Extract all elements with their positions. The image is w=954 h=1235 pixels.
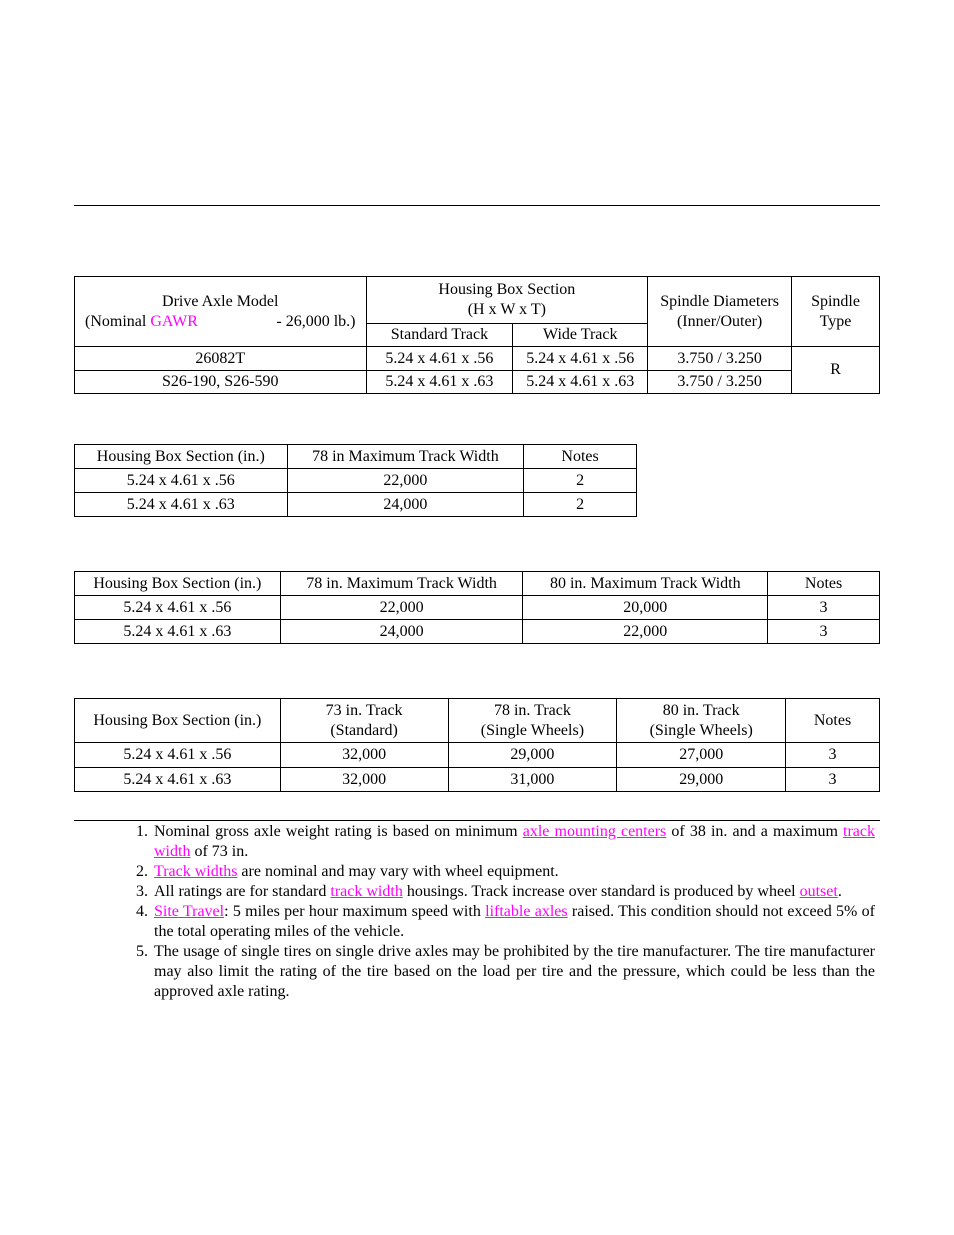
spindle-type-label: Spindle	[811, 292, 860, 310]
table-cell: 32,000	[280, 768, 448, 792]
table-row	[75, 469, 637, 493]
footnote-number: 4.	[136, 903, 148, 920]
wide-track-cell: 5.24 x 4.61 x .63	[513, 371, 648, 394]
spindle-type-cell: R	[792, 347, 880, 394]
track-width-link[interactable]: track width	[154, 823, 875, 860]
drive-axle-spec-table	[74, 276, 880, 394]
axle-mounting-centers-link[interactable]: axle mounting centers	[522, 823, 667, 840]
drive-axle-model-header	[75, 277, 367, 347]
table-row	[75, 493, 637, 517]
spindle-diameters-sub: (Inner/Outer)	[676, 312, 763, 330]
table-cell: 29,000	[617, 768, 786, 792]
housing-header: Housing Box Section (in.)	[75, 699, 281, 743]
footnotes-list	[132, 822, 875, 1002]
nominal-prefix: (Nominal	[85, 312, 151, 330]
header-line: (Standard)	[330, 721, 398, 739]
table-cell: 2	[524, 469, 637, 493]
model-header-label: Drive Axle Model	[162, 292, 279, 310]
wide-track-header: Wide Track	[513, 324, 648, 347]
header-cell: 80 in. Maximum Track Width	[523, 572, 768, 596]
footnote-1	[132, 822, 875, 862]
table-cell: 29,000	[448, 743, 617, 768]
standard-track-cell: 5.24 x 4.61 x .56	[366, 347, 513, 371]
table-cell: 5.24 x 4.61 x .63	[75, 493, 288, 517]
header-line: (Single Wheels)	[649, 721, 753, 739]
table-cell: 3	[768, 596, 880, 620]
track-80-header	[617, 699, 786, 743]
outset-link[interactable]: outset	[799, 883, 838, 900]
footnote-text: housings. Track increase over standard is produced by wheel	[402, 883, 800, 900]
table-cell: 27,000	[617, 743, 786, 768]
footnote-text: .	[837, 883, 842, 900]
rating-table-78-80in	[74, 571, 880, 644]
notes-header: Notes	[786, 699, 880, 743]
table-cell: 5.24 x 4.61 x .63	[75, 620, 281, 644]
nominal-suffix: - 26,000 lb.)	[276, 312, 356, 330]
table-cell: 31,000	[448, 768, 617, 792]
footnote-4	[132, 902, 875, 942]
table-row	[75, 620, 880, 644]
footnote-number: 5.	[136, 943, 148, 960]
footnote-text: of 38 in. and a maximum	[666, 823, 844, 840]
top-divider	[74, 205, 880, 206]
table-cell: 22,000	[287, 469, 524, 493]
footnote-text: All ratings are for standard	[154, 883, 331, 900]
table-cell: 20,000	[523, 596, 768, 620]
header-cell: Notes	[524, 445, 637, 469]
footnote-5	[132, 942, 875, 1002]
diameters-cell: 3.750 / 3.250	[648, 371, 792, 394]
header-cell: 78 in. Maximum Track Width	[280, 572, 523, 596]
table-cell: 5.24 x 4.61 x .63	[75, 768, 281, 792]
table-cell: 24,000	[287, 493, 524, 517]
housing-box-section-header	[366, 277, 648, 324]
table-cell: 3	[786, 768, 880, 792]
header-line: 78 in. Track	[493, 701, 571, 719]
table-cell: 5.24 x 4.61 x .56	[75, 596, 281, 620]
footnote-number: 2.	[136, 863, 148, 880]
track-widths-link[interactable]: Track widths	[154, 863, 238, 880]
standard-track-cell: 5.24 x 4.61 x .63	[366, 371, 513, 394]
footnote-number: 3.	[136, 883, 148, 900]
model-cell: S26-190, S26-590	[75, 371, 367, 394]
standard-track-header: Standard Track	[366, 324, 513, 347]
header-line: (Single Wheels)	[480, 721, 585, 739]
site-travel-link[interactable]: Site Travel	[154, 903, 225, 920]
gawr-link[interactable]: GAWR	[150, 312, 198, 330]
footnote-3	[132, 882, 875, 902]
table-cell: 2	[524, 493, 637, 517]
table-row	[75, 371, 880, 394]
model-cell: 26082T	[75, 347, 367, 371]
table-cell: 24,000	[280, 620, 523, 644]
notes-divider	[74, 820, 880, 821]
header-line: 73 in. Track	[325, 701, 403, 719]
footnote-number: 1.	[136, 823, 148, 840]
table-row	[75, 743, 880, 768]
spindle-type-header	[792, 277, 880, 347]
header-line: 80 in. Track	[662, 701, 740, 719]
header-cell: Housing Box Section (in.)	[75, 572, 281, 596]
footnote-text: : 5 miles per hour maximum speed with	[224, 903, 486, 920]
table-cell: 5.24 x 4.61 x .56	[75, 469, 288, 493]
table-cell: 22,000	[280, 596, 523, 620]
table-cell: 32,000	[280, 743, 448, 768]
footnote-2	[132, 862, 875, 882]
track-78-header	[448, 699, 617, 743]
table-row	[75, 768, 880, 792]
footnote-text: of 73 in.	[190, 843, 249, 860]
track-width-link[interactable]: track width	[330, 883, 403, 900]
rating-table-single-wheels	[74, 698, 880, 792]
footnote-text: are nominal and may vary with wheel equipment.	[237, 863, 559, 880]
footnote-text: raised. This condition should not exceed 5% of the total operating miles of the vehicle.	[154, 903, 876, 940]
header-cell: Housing Box Section (in.)	[75, 445, 288, 469]
spindle-type-sub: Type	[819, 312, 852, 330]
table-cell: 22,000	[523, 620, 768, 644]
table-cell: 5.24 x 4.61 x .56	[75, 743, 281, 768]
table-row	[75, 347, 880, 371]
spindle-diameters-header	[648, 277, 792, 347]
table-cell: 3	[768, 620, 880, 644]
spindle-diameters-label: Spindle Diameters	[660, 292, 779, 310]
track-73-header	[280, 699, 448, 743]
table-cell: 3	[786, 743, 880, 768]
rating-table-78in	[74, 444, 637, 517]
housing-header-sub: (H x W x T)	[467, 301, 546, 318]
housing-header-label: Housing Box Section	[438, 281, 576, 298]
wide-track-cell: 5.24 x 4.61 x .56	[513, 347, 648, 371]
diameters-cell: 3.750 / 3.250	[648, 347, 792, 371]
footnote-text: Nominal gross axle weight rating is based on minimum	[154, 823, 523, 840]
table-row	[75, 596, 880, 620]
header-cell: Notes	[768, 572, 880, 596]
footnote-text: The usage of single tires on single drive axles may be prohibited by the tire manufacturer. The tire manufacturer may also limit the rating of the tire based on the load per tire and the pressure, which could be less than the approved axle rating.	[154, 943, 875, 1000]
liftable-axles-link[interactable]: liftable axles	[485, 903, 568, 920]
header-cell: 78 in Maximum Track Width	[287, 445, 524, 469]
